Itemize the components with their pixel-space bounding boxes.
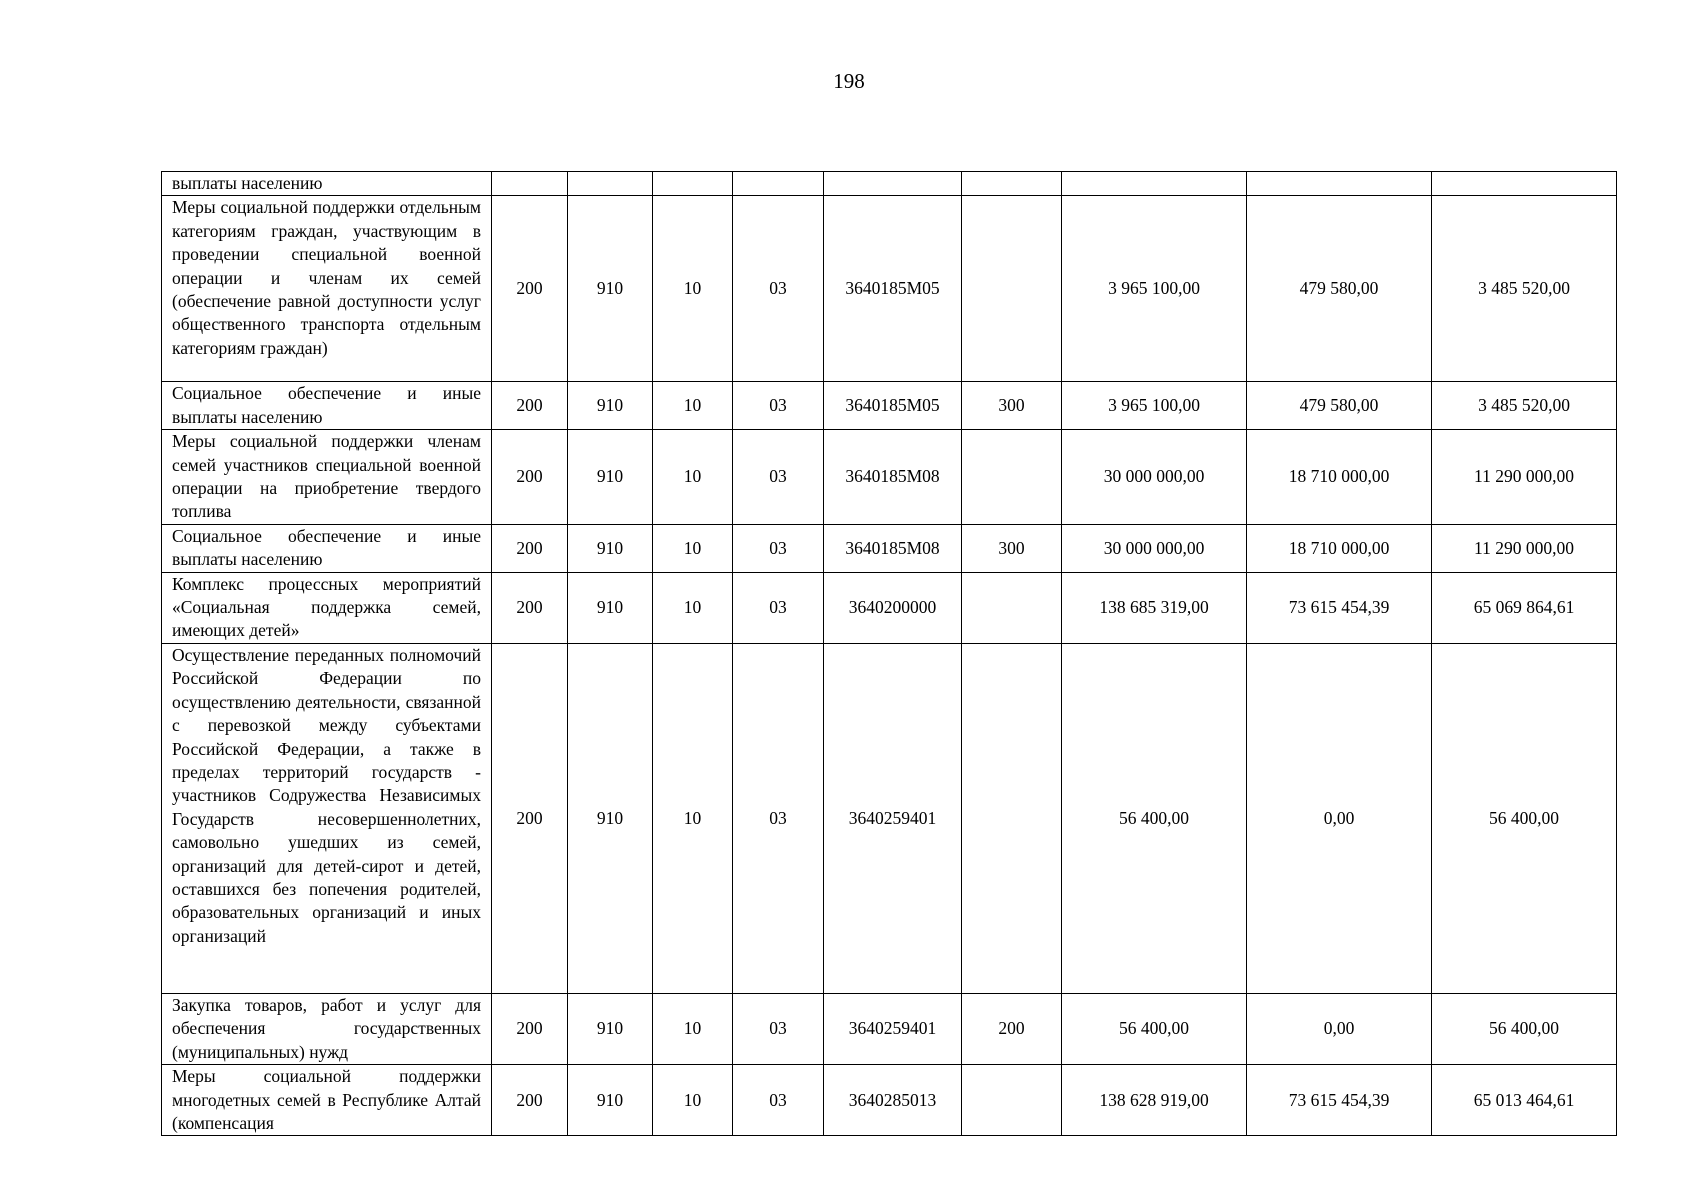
table-cell: 3 485 520,00 <box>1432 382 1617 430</box>
table-cell: 138 685 319,00 <box>1062 572 1247 643</box>
table-cell: 910 <box>568 430 653 525</box>
table-cell: 10 <box>653 572 733 643</box>
table-cell: 910 <box>568 196 653 382</box>
page-number: 198 <box>833 69 865 93</box>
table-cell: 0,00 <box>1247 643 1432 993</box>
table-cell: 03 <box>733 993 824 1064</box>
table-cell <box>568 172 653 196</box>
table-cell <box>962 643 1062 993</box>
table-cell: 10 <box>653 993 733 1064</box>
budget-table <box>161 171 1617 1136</box>
table-cell: 3640259401 <box>824 993 962 1064</box>
table-cell: 10 <box>653 430 733 525</box>
table-cell: 56 400,00 <box>1432 643 1617 993</box>
table-cell: 11 290 000,00 <box>1432 430 1617 525</box>
table-row <box>162 1065 1617 1136</box>
table-row <box>162 430 1617 525</box>
table-cell: 200 <box>492 1065 568 1136</box>
table-cell: 65 069 864,61 <box>1432 572 1617 643</box>
table-cell: 03 <box>733 430 824 525</box>
table-cell: 479 580,00 <box>1247 196 1432 382</box>
table-cell: 200 <box>492 196 568 382</box>
table-row <box>162 524 1617 572</box>
table-cell <box>653 172 733 196</box>
table-cell: 910 <box>568 1065 653 1136</box>
table-cell <box>962 430 1062 525</box>
table-cell: 3640185M05 <box>824 196 962 382</box>
table-cell: 200 <box>492 524 568 572</box>
table-cell: 138 628 919,00 <box>1062 1065 1247 1136</box>
table-cell: 3640185M05 <box>824 382 962 430</box>
table-cell: 10 <box>653 196 733 382</box>
table-cell: 73 615 454,39 <box>1247 572 1432 643</box>
table-cell: 200 <box>492 643 568 993</box>
table-cell: 56 400,00 <box>1062 643 1247 993</box>
table-cell <box>962 1065 1062 1136</box>
table-cell: 479 580,00 <box>1247 382 1432 430</box>
table-cell: 200 <box>492 430 568 525</box>
table-row <box>162 993 1617 1064</box>
table-cell: 0,00 <box>1247 993 1432 1064</box>
table-cell: 910 <box>568 993 653 1064</box>
table-cell: 910 <box>568 572 653 643</box>
table-cell: 30 000 000,00 <box>1062 430 1247 525</box>
table-cell: 3640285013 <box>824 1065 962 1136</box>
table-cell <box>1432 172 1617 196</box>
table-cell <box>962 572 1062 643</box>
row-name-cell: Закупка товаров, работ и услуг для обеспечения государственных (муниципальных) нужд <box>162 993 492 1064</box>
table-cell: 200 <box>492 993 568 1064</box>
table-cell: 3 485 520,00 <box>1432 196 1617 382</box>
table-cell <box>824 172 962 196</box>
table-cell: 3640185M08 <box>824 524 962 572</box>
table-cell <box>1247 172 1432 196</box>
table-cell: 3640259401 <box>824 643 962 993</box>
table-row <box>162 382 1617 430</box>
row-name-cell: выплаты населению <box>162 172 492 196</box>
table-cell: 200 <box>962 993 1062 1064</box>
table-cell <box>492 172 568 196</box>
table-cell: 03 <box>733 572 824 643</box>
row-name-cell: Меры социальной поддержки многодетных семей в Республике Алтай (компенсация <box>162 1065 492 1136</box>
table-cell: 10 <box>653 382 733 430</box>
table-row <box>162 172 1617 196</box>
table-row <box>162 643 1617 993</box>
table-cell <box>962 196 1062 382</box>
table-cell: 73 615 454,39 <box>1247 1065 1432 1136</box>
table-row <box>162 196 1617 382</box>
table-cell: 10 <box>653 524 733 572</box>
table-cell: 56 400,00 <box>1432 993 1617 1064</box>
table-cell: 03 <box>733 196 824 382</box>
table-cell: 3 965 100,00 <box>1062 196 1247 382</box>
table-cell: 65 013 464,61 <box>1432 1065 1617 1136</box>
table-cell: 300 <box>962 382 1062 430</box>
table-cell: 03 <box>733 382 824 430</box>
table-cell: 910 <box>568 382 653 430</box>
table-cell: 200 <box>492 572 568 643</box>
table-cell: 18 710 000,00 <box>1247 524 1432 572</box>
table-cell: 10 <box>653 1065 733 1136</box>
table-cell: 910 <box>568 524 653 572</box>
table-cell: 11 290 000,00 <box>1432 524 1617 572</box>
row-name-cell: Комплекс процессных мероприятий «Социальная поддержка семей, имеющих детей» <box>162 572 492 643</box>
table-cell <box>733 172 824 196</box>
table-cell: 3640185M08 <box>824 430 962 525</box>
table-cell: 300 <box>962 524 1062 572</box>
table-cell: 56 400,00 <box>1062 993 1247 1064</box>
table-row <box>162 572 1617 643</box>
row-name-cell: Осуществление переданных полномочий Российской Федерации по осуществлению деятельности, связанной с перевозкой между субъектами Российской Федерации, а также в пределах территорий государств - участников Содружества Независимых Государств несовершеннолетних, самовольно ушедших из семей, организаций для детей-сирот и детей, оставшихся без попечения родителей, образовательных организаций и иных организаций <box>162 643 492 993</box>
table-cell: 200 <box>492 382 568 430</box>
table-cell: 03 <box>733 524 824 572</box>
table-cell: 30 000 000,00 <box>1062 524 1247 572</box>
row-name-cell: Меры социальной поддержки членам семей участников специальной военной операции на приобретение твердого топлива <box>162 430 492 525</box>
row-name-cell: Меры социальной поддержки отдельным категориям граждан, участвующим в проведении специальной военной операции и членам их семей (обеспечение равной доступности услуг общественного транспорта отдельным категориям граждан) <box>162 196 492 382</box>
table-cell: 3640200000 <box>824 572 962 643</box>
table-cell <box>1062 172 1247 196</box>
row-name-cell: Социальное обеспечение и иные выплаты населению <box>162 524 492 572</box>
table-cell: 10 <box>653 643 733 993</box>
table-cell: 3 965 100,00 <box>1062 382 1247 430</box>
table-cell: 18 710 000,00 <box>1247 430 1432 525</box>
row-name-cell: Социальное обеспечение и иные выплаты населению <box>162 382 492 430</box>
table-cell: 03 <box>733 643 824 993</box>
table-cell: 03 <box>733 1065 824 1136</box>
table-cell: 910 <box>568 643 653 993</box>
table-cell <box>962 172 1062 196</box>
